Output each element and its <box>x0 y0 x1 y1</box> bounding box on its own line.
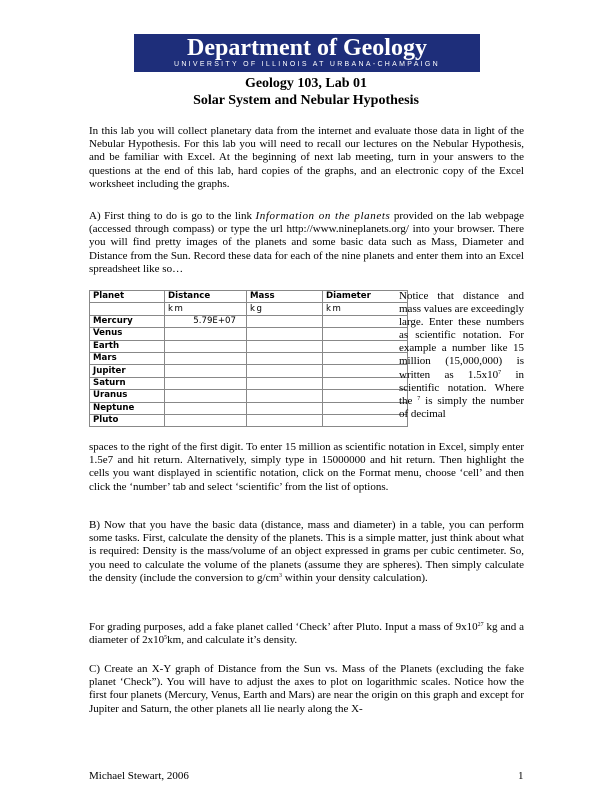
table-cell[interactable]: Pluto <box>90 414 165 426</box>
footer-author: Michael Stewart, 2006 <box>89 770 189 782</box>
table-row <box>90 352 408 364</box>
table-row <box>90 402 408 414</box>
note-text: in scientific notation. Where the <box>399 368 524 407</box>
planet-data-table <box>89 290 408 427</box>
table-row <box>90 340 408 352</box>
table-row <box>90 315 408 327</box>
table-unit-cell: km <box>323 303 408 315</box>
table-cell[interactable] <box>165 414 247 426</box>
note-exponent: 7 <box>498 369 502 376</box>
table-cell[interactable] <box>165 352 247 364</box>
table-cell[interactable]: Earth <box>90 340 165 352</box>
section-a-text: A) First thing to do is go to the link <box>89 210 256 222</box>
table-cell[interactable]: Jupiter <box>90 365 165 377</box>
section-a-paragraph <box>89 210 524 276</box>
table-cell[interactable] <box>165 328 247 340</box>
section-b-text-rest: within your density calculation). <box>282 571 428 584</box>
table-cell[interactable] <box>323 390 408 402</box>
table-cell[interactable] <box>323 414 408 426</box>
scientific-notation-note <box>399 290 524 421</box>
table-cell[interactable] <box>165 402 247 414</box>
table-cell[interactable] <box>323 315 408 327</box>
page-number: 1 <box>518 770 524 782</box>
table-header-row <box>90 291 408 303</box>
table-cell[interactable] <box>247 377 323 389</box>
grading-text: km, and calculate it’s density. <box>167 634 298 647</box>
table-cell[interactable] <box>165 377 247 389</box>
table-cell[interactable]: 5.79E+07 <box>165 315 247 327</box>
section-a-text-rest: provided on the lab webpage (accessed through compass) or type the url http://www.nineplanets.org/ into your browser. There you will find pretty images of the planets and some basic data such as Mass, Diameter and Distance from the Sun. Record these data for each of the nine planets and enter them into an Excel spreadsheet like so… <box>89 210 524 275</box>
table-row <box>90 377 408 389</box>
table-cell[interactable] <box>247 365 323 377</box>
table-cell[interactable]: Mars <box>90 352 165 364</box>
table-cell[interactable]: Saturn <box>90 377 165 389</box>
table-cell[interactable] <box>247 390 323 402</box>
table-cell[interactable] <box>323 402 408 414</box>
lab-subtitle: Solar System and Nebular Hypothesis <box>193 93 419 108</box>
table-cell[interactable] <box>323 365 408 377</box>
table-cell[interactable] <box>165 390 247 402</box>
note-exponent: 7 <box>417 395 421 402</box>
note-text: Notice that distance and mass values are exceedingly large. Enter these numbers as scientific notation. For example a number like 15 million (15,000,000) is written as 1.5x10 <box>399 290 524 381</box>
grading-text: For grading purposes, add a fake planet called ‘Check’ after Pluto. Input a mass of 9x10 <box>89 621 478 633</box>
section-c-paragraph: C) Create an X-Y graph of Distance from the Sun vs. Mass of the Planets (excluding the fake planet ‘Check”). You will have to adjust the axes to plot on logarithmic scales. Notice how the first four planets (Mercury, Venus, Earth and Mars) are near the origin on this graph and except for Jupiter and Saturn, the other planets all lie nearly along the X- <box>89 663 524 715</box>
table-cell[interactable]: Mercury <box>90 315 165 327</box>
table-header-cell: Distance <box>165 291 247 303</box>
grading-exponent: 5 <box>164 635 168 642</box>
table-cell[interactable] <box>247 414 323 426</box>
grading-text: kg and a diameter of 2x10 <box>89 621 524 647</box>
university-name: UNIVERSITY OF ILLINOIS AT URBANA-CHAMPAIGN <box>173 61 441 68</box>
table-unit-cell: km <box>165 303 247 315</box>
department-banner <box>134 34 480 72</box>
lab-title: Geology 103, Lab 01 <box>244 76 368 91</box>
table-row <box>90 365 408 377</box>
table-header-cell: Planet <box>90 291 165 303</box>
table-cell[interactable] <box>247 340 323 352</box>
table-cell[interactable] <box>323 377 408 389</box>
note-text: is simply the number of decimal <box>399 394 524 420</box>
continuation-paragraph: spaces to the right of the first digit. To enter 15 million as scientific notation in Excel, simply enter 1.5e7 and hit return. Alternatively, simply type in 15000000 and hit return. Then highlight the cells you want displayed in scientific notation, click on the Format menu, choose ‘cell’ and then click the ‘number’ tab and select ‘scientific’ from the list of options. <box>89 441 524 493</box>
table-cell[interactable] <box>323 340 408 352</box>
table-cell[interactable]: Neptune <box>90 402 165 414</box>
intro-paragraph: In this lab you will collect planetary data from the internet and evaluate those data in light of the Nebular Hypothesis. For this lab you will need to recall our lectures on the Nebular Hypothesis, and be familiar with Excel. At the beginning of next lab meeting, turn in your answers to the questions at the end of this lab, hard copies of the graphs, and an electronic copy of the Excel worksheet including the graphs. <box>89 125 524 190</box>
table-cell[interactable] <box>323 328 408 340</box>
department-name: Department of Geology <box>187 35 427 61</box>
table-cell[interactable] <box>247 328 323 340</box>
table-cell[interactable] <box>247 315 323 327</box>
table-cell[interactable]: Uranus <box>90 390 165 402</box>
table-row <box>90 414 408 426</box>
table-header-cell: Diameter <box>323 291 408 303</box>
grading-exponent: 27 <box>477 622 484 628</box>
table-row <box>90 390 408 402</box>
table-unit-cell <box>90 303 165 315</box>
table-cell[interactable]: Venus <box>90 328 165 340</box>
table-header-cell: Mass <box>247 291 323 303</box>
table-row <box>90 328 408 340</box>
table-cell[interactable] <box>247 352 323 364</box>
table-cell[interactable] <box>165 340 247 352</box>
section-b-paragraph <box>89 519 524 585</box>
planets-info-link[interactable]: Information on the planets <box>255 210 391 222</box>
table-unit-cell: kg <box>247 303 323 315</box>
table-cell[interactable] <box>323 352 408 364</box>
grading-paragraph <box>89 621 524 647</box>
table-cell[interactable] <box>165 365 247 377</box>
section-b-exponent: 3 <box>279 572 283 579</box>
section-b-text: B) Now that you have the basic data (distance, mass and diameter) in a table, you can perform some tasks. First, calculate the density of the planets. This is a simple matter, just think about what is required: Density is the mass/volume of an object expressed in grams per cubic centimeter. So, you need to calculate the volume of the planets (assume they are spheres). Then simply calculate the density (include the conversion to g/cm <box>89 519 524 584</box>
table-units-row <box>90 303 408 315</box>
table-cell[interactable] <box>247 402 323 414</box>
